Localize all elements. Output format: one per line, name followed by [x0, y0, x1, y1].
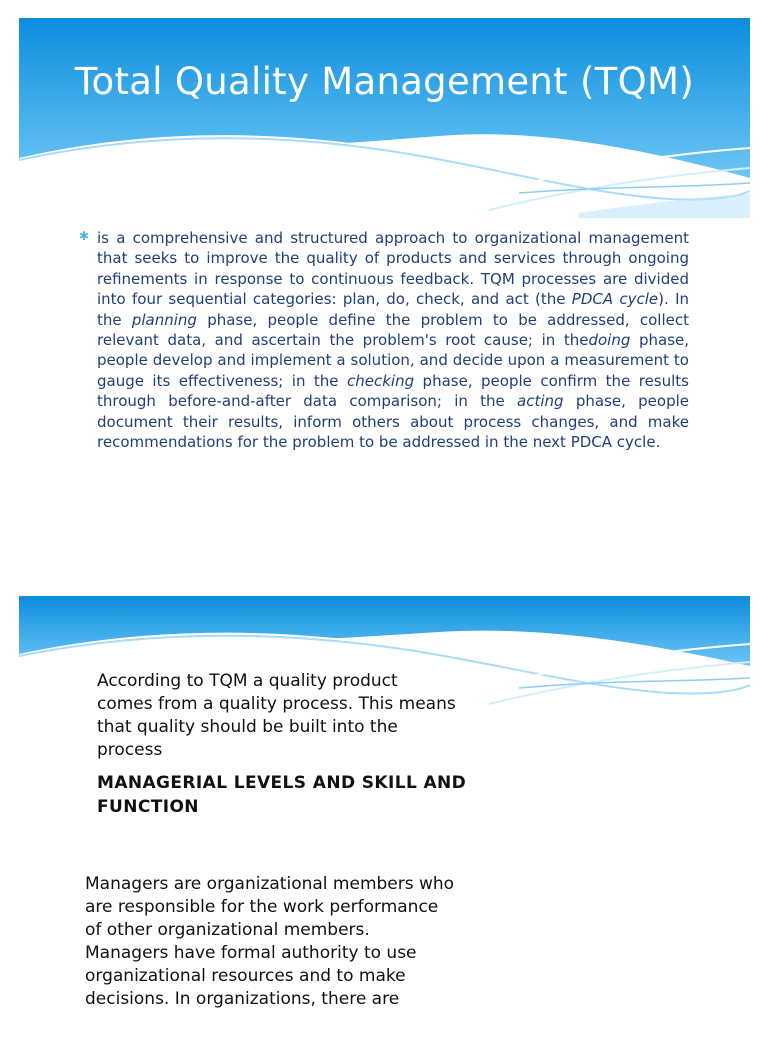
tqm-definition: is a comprehensive and structured approach to organizational management that seeks to improve the quality of products and services through ongoing refinements in response to continuous feedback. TQM processes are divided into four sequential categories: plan, do, check, and act (the PDCA cycle). In the planning phase, people define the problem to be addressed, collect relevant data, and ascertain the problem's root cause; in thedoing phase, people develop and implement a solution, and decide upon a measurement to gauge its effectiveness; in the checking phase, people confirm the results through before-and-after data comparison; in the acting phase, people document their results, inform others about process changes, and make recommendations for the problem to be addressed in the next PDCA cycle.	[97, 229, 689, 452]
bullet-icon: ✱	[79, 229, 90, 243]
slide-2	[19, 596, 750, 1056]
tqm-quality-paragraph: According to TQM a quality product comes from a quality process. This means that quality should be built into the process	[97, 671, 456, 760]
wave-banner	[19, 18, 750, 218]
slide-1	[19, 18, 750, 558]
section-heading: MANAGERIAL LEVELS AND SKILL AND FUNCTION	[97, 773, 467, 817]
bullet-item	[79, 228, 689, 452]
slide-title: Total Quality Management (TQM)	[74, 60, 695, 103]
managers-paragraph: Managers are organizational members who are responsible for the work performance of other organizational members. Managers have formal authority to use organizational resources and to make decisions. In organizations, there are	[85, 874, 455, 1009]
